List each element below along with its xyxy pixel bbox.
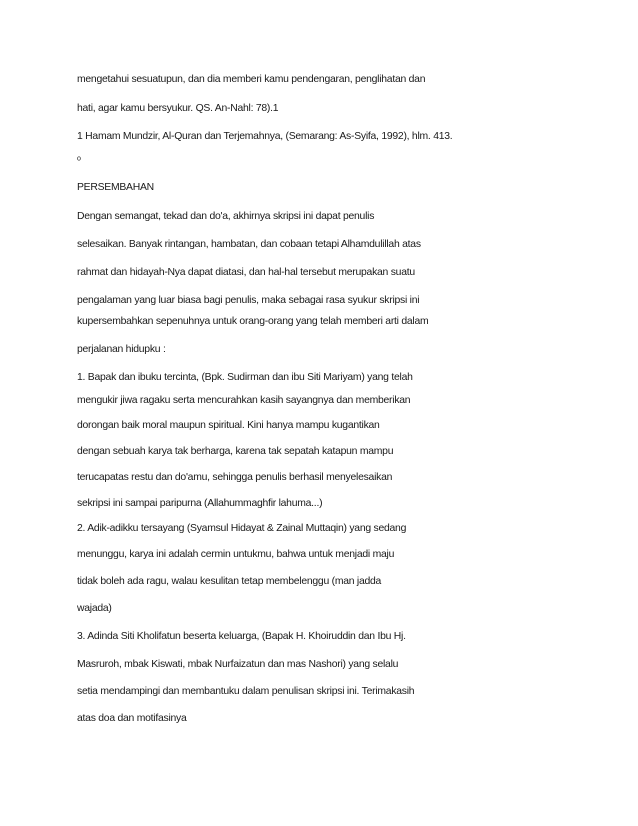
text-line: hati, agar kamu bersyukur. QS. An-Nahl: 78).1 [77, 103, 279, 114]
text-line: wajada) [77, 603, 112, 614]
text-line: Masruroh, mbak Kiswati, mbak Nurfaizatun dan mas Nashori) yang selalu [77, 659, 399, 670]
text-line: dengan sebuah karya tak berharga, karena tak sepatah katapun mampu [77, 446, 394, 457]
section-heading: PERSEMBAHAN [77, 182, 154, 193]
footnote-line: 1 Hamam Mundzir, Al-Quran dan Terjemahnya, (Semarang: As-Syifa, 1992), hlm. 413. [77, 131, 453, 142]
text-line: selesaikan. Banyak rintangan, hambatan, dan cobaan tetapi Alhamdulillah atas [77, 239, 421, 250]
text-line: tidak boleh ada ragu, walau kesulitan tetap membelenggu (man jadda [77, 576, 382, 587]
list-item-line: 1. Bapak dan ibuku tercinta, (Bpk. Sudirman dan ibu Siti Mariyam) yang telah [77, 372, 413, 383]
text-line: setia mendampingi dan membantuku dalam penulisan skripsi ini. Terimakasih [77, 686, 415, 697]
text-line: pengalaman yang luar biasa bagi penulis, maka sebagai rasa syukur skripsi ini [77, 295, 420, 306]
page-mark: ᵒ [77, 155, 81, 166]
text-line: mengukir jiwa ragaku serta mencurahkan kasih sayangnya dan memberikan [77, 395, 411, 406]
text-line: perjalanan hidupku : [77, 344, 166, 355]
text-line: mengetahui sesuatupun, dan dia memberi kamu pendengaran, penglihatan dan [77, 74, 426, 85]
text-line: rahmat dan hidayah-Nya dapat diatasi, dan hal-hal tersebut merupakan suatu [77, 267, 415, 278]
text-line: atas doa dan motifasinya [77, 713, 187, 724]
text-line: menunggu, karya ini adalah cermin untukmu, bahwa untuk menjadi maju [77, 549, 395, 560]
text-line: terucapatas restu dan do'amu, sehingga penulis berhasil menyelesaikan [77, 472, 393, 483]
text-line: kupersembahkan sepenuhnya untuk orang-orang yang telah memberi arti dalam [77, 316, 429, 327]
list-item-line: 2. Adik-adikku tersayang (Syamsul Hidayat & Zainal Muttaqin) yang sedang [77, 523, 407, 534]
text-line: dorongan baik moral maupun spiritual. Kini hanya mampu kugantikan [77, 420, 380, 431]
text-line: sekripsi ini sampai paripurna (Allahummaghfir lahuma...) [77, 498, 323, 509]
list-item-line: 3. Adinda Siti Kholifatun beserta keluarga, (Bapak H. Khoiruddin dan Ibu Hj. [77, 631, 406, 642]
text-line: Dengan semangat, tekad dan do'a, akhirnya skripsi ini dapat penulis [77, 211, 375, 222]
